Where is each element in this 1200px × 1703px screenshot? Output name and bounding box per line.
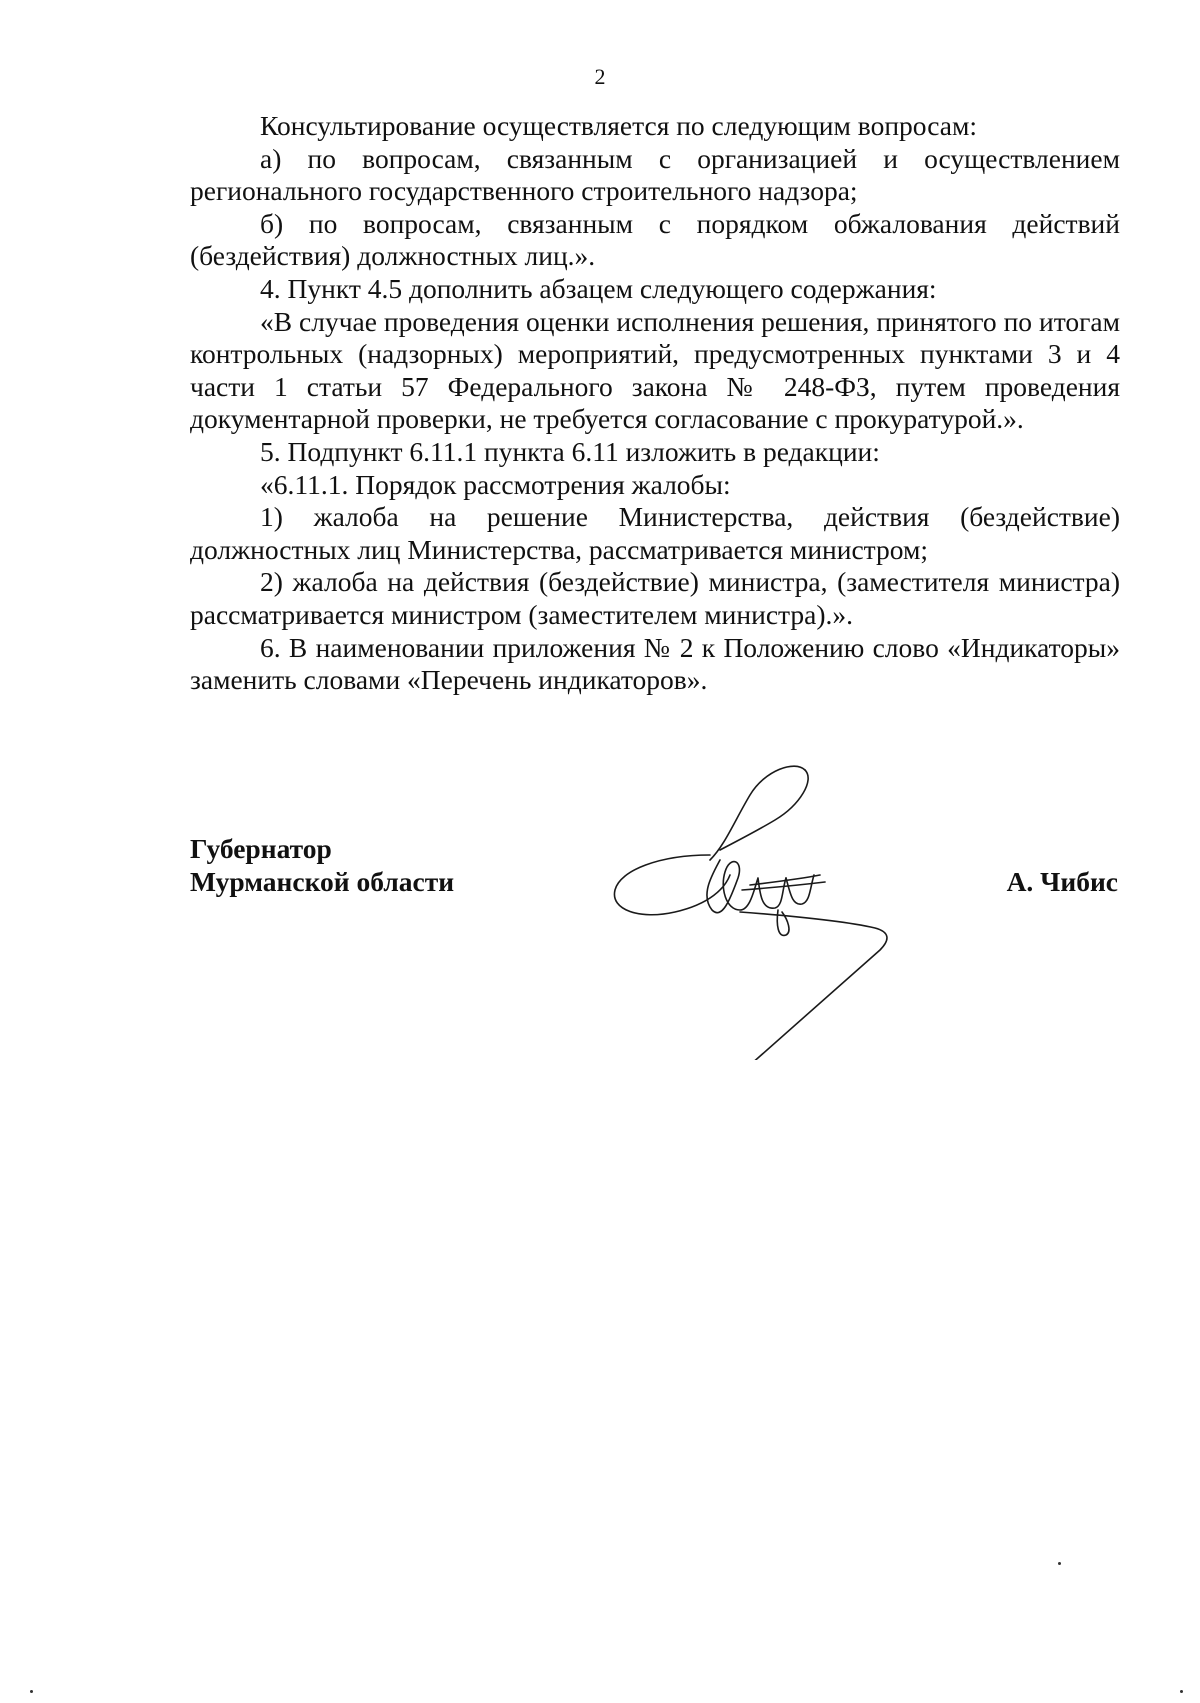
signatory-name: А. Чибис	[1006, 866, 1118, 897]
paragraph-6-11-1: «6.11.1. Порядок рассмотрения жалобы:	[260, 468, 731, 500]
signatory-title-line1: Губернатор	[190, 833, 332, 864]
document-body	[190, 110, 1120, 697]
paragraph-point-4-text: «В случае проведения оценки исполнения решения, принятого по итогам контрольных (надзорных) мероприятий, предусмотренных пунктами 3 и 4 части 1 статьи 57 Федерального закона № 248-ФЗ, путем проведения документарной проверки, не требуется согласование с прокуратурой.».	[190, 305, 1120, 435]
paragraph-point-4: 4. Пункт 4.5 дополнить абзацем следующего содержания:	[260, 272, 937, 304]
scan-artifact-dot	[1058, 1562, 1061, 1565]
paragraph-point-5: 5. Подпункт 6.11.1 пункта 6.11 изложить в редакции:	[260, 435, 880, 467]
paragraph-item-1: 1) жалоба на решение Министерства, действия (бездействие) должностных лиц Министерства, рассматривается министром;	[190, 501, 1120, 565]
handwritten-signature	[600, 760, 940, 1060]
signatory-title	[190, 832, 454, 898]
scan-artifact-dot	[30, 1690, 33, 1693]
paragraph-point-6: 6. В наименовании приложения № 2 к Положению слово «Индикаторы» заменить словами «Перечень индикаторов».	[190, 631, 1120, 696]
paragraph-item-b: б) по вопросам, связанным с порядком обжалования действий (бездействия) должностных лиц.».	[190, 207, 1120, 272]
paragraph-consultation-intro: Консультирование осуществляется по следующим вопросам:	[260, 110, 978, 141]
signatory-title-line2: Мурманской области	[190, 866, 455, 897]
scan-artifact-dot	[1180, 1690, 1183, 1693]
page-number: 2	[594, 64, 606, 89]
paragraph-item-2: 2) жалоба на действия (бездействие) министра, (заместителя министра) рассматривается министром (заместителем министра).».	[190, 566, 1120, 630]
paragraph-item-a: а) по вопросам, связанным с организацией и осуществлением регионального государственного строительного надзора;	[190, 142, 1120, 207]
